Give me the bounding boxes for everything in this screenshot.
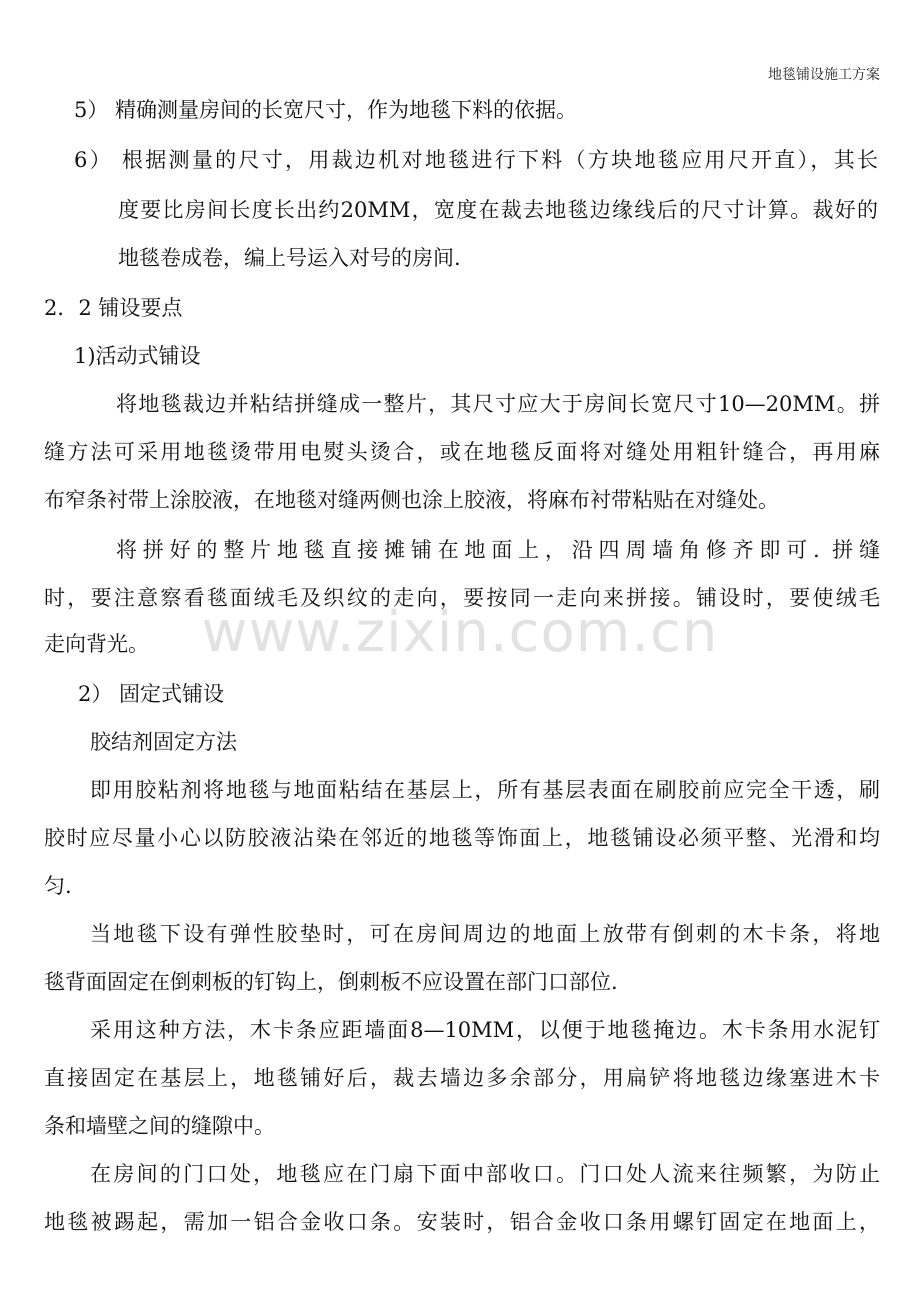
subsection-heading: 2） 固定式铺设 — [78, 682, 225, 706]
paragraph-line: 匀. — [44, 874, 72, 898]
paragraph-line: 毯背面固定在倒刺板的钉钩上，倒刺板不应设置在部门口部位. — [44, 970, 618, 994]
paragraph-line: 地毯卷成卷，编上号运入对号的房间. — [118, 246, 461, 270]
watermark: www.zixin.com.cn — [201, 600, 719, 665]
paragraph-line: 当地毯下设有弹性胶垫时，可在房间周边的地面上放带有倒刺的木卡条，将地 — [90, 922, 880, 946]
paragraph-line: 布窄条衬带上涂胶液，在地毯对缝两侧也涂上胶液，将麻布衬带粘贴在对缝处。 — [44, 488, 779, 512]
paragraph-line: 条和墙壁之间的缝隙中。 — [44, 1114, 275, 1138]
paragraph-line: 走向背光。 — [44, 632, 149, 656]
subsection-heading: 1)活动式铺设 — [74, 344, 201, 368]
paragraph-line: 地毯被踢起，需加一铝合金收口条。安装时，铝合金收口条用螺钉固定在地面上， — [44, 1210, 880, 1234]
section-heading: 2．2 铺设要点 — [44, 296, 183, 320]
paragraph-line: 度要比房间长度长出约20MM，宽度在裁去地毯边缘线后的尺寸计算。裁好的 — [118, 198, 878, 222]
list-item-6: 6） 根据测量的尺寸，用裁边机对地毯进行下料（方块地毯应用尺开直），其长 — [74, 148, 878, 172]
paragraph-line: 将地毯裁边并粘结拼缝成一整片，其尺寸应大于房间长宽尺寸10—20MM。拼 — [116, 392, 880, 416]
method-heading: 胶结剂固定方法 — [90, 730, 237, 754]
paragraph-line: 缝方法可采用地毯烫带用电熨头烫合，或在地毯反面将对缝处用粗针缝合，再用麻 — [44, 440, 880, 464]
paragraph-line: 将拼好的整片地毯直接摊铺在地面上，沿四周墙角修齐即可. 拼缝 — [116, 538, 880, 562]
running-header: 地毯铺设施工方案 — [768, 67, 880, 83]
list-item-5: 5） 精确测量房间的长宽尺寸，作为地毯下料的依据。 — [74, 98, 578, 122]
paragraph-line: 直接固定在基层上，地毯铺好后，裁去墙边多余部分，用扁铲将地毯边缘塞进木卡 — [44, 1066, 880, 1090]
paragraph-line: 胶时应尽量小心以防胶液沾染在邻近的地毯等饰面上，地毯铺设必须平整、光滑和均 — [44, 826, 880, 850]
paragraph-line: 时，要注意察看毯面绒毛及织纹的走向，要按同一走向来拼接。铺设时，要使绒毛 — [44, 586, 880, 610]
paragraph-line: 采用这种方法，木卡条应距墙面8—10MM，以便于地毯掩边。木卡条用水泥钉 — [90, 1018, 880, 1042]
paragraph-line: 即用胶粘剂将地毯与地面粘结在基层上，所有基层表面在刷胶前应完全干透，刷 — [90, 778, 880, 802]
paragraph-line: 在房间的门口处，地毯应在门扇下面中部收口。门口处人流来往频繁，为防止 — [90, 1162, 880, 1186]
